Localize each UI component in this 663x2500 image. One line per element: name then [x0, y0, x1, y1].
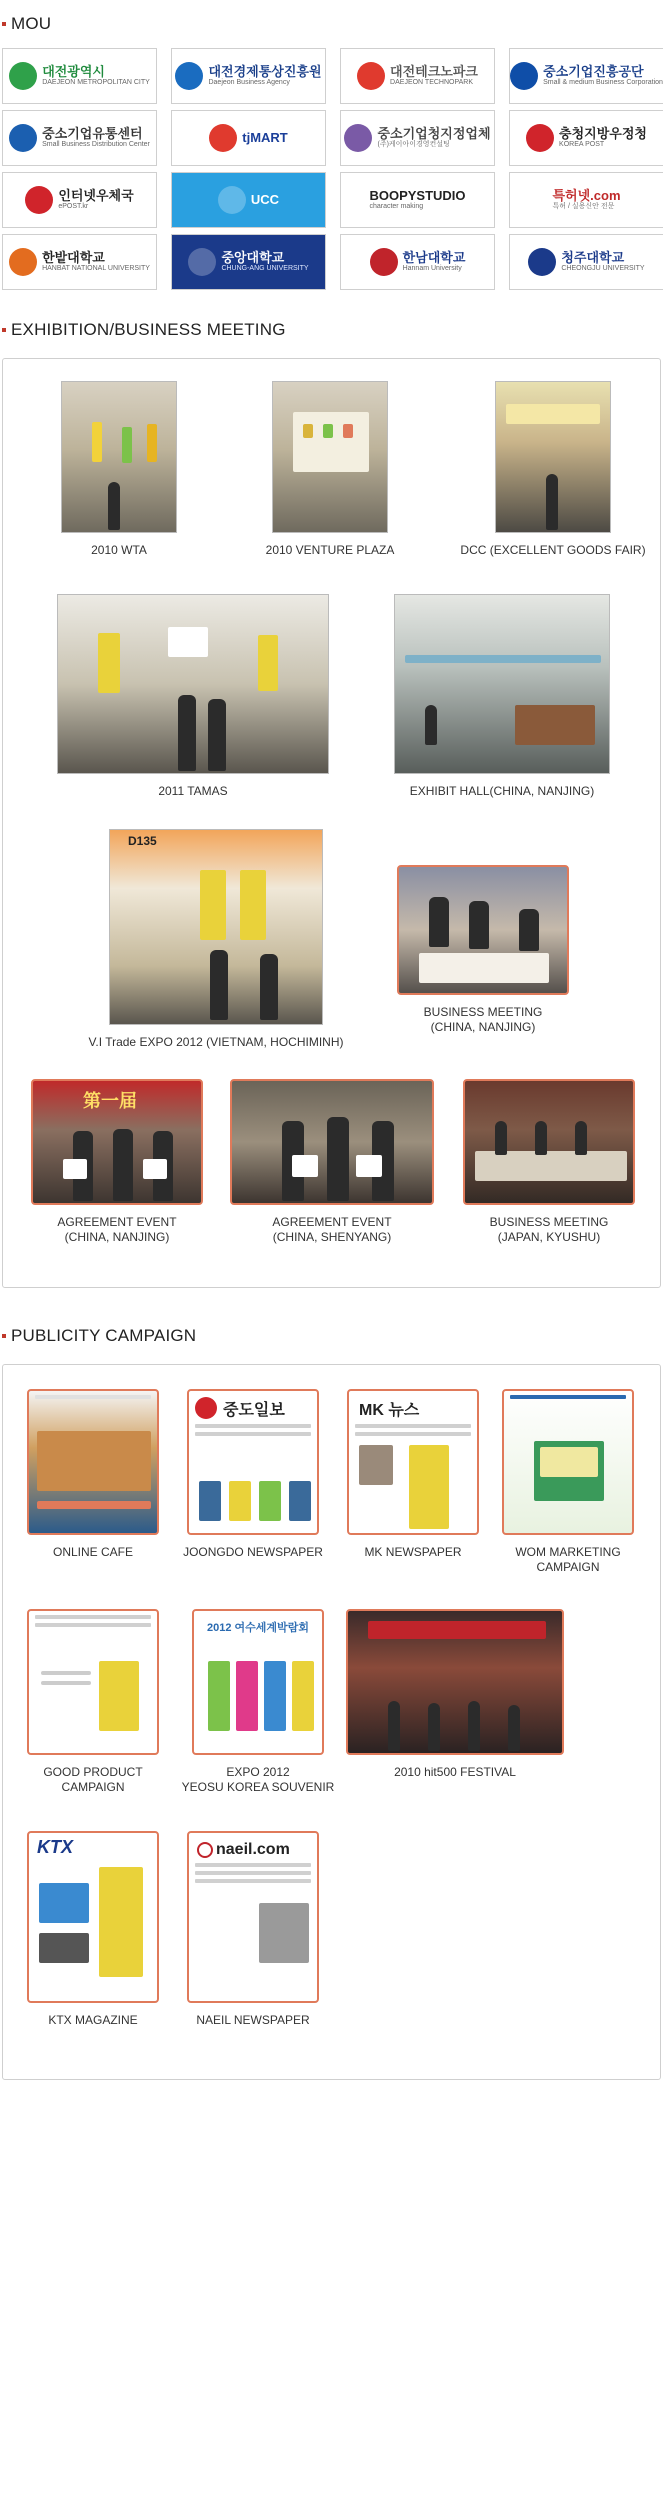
exhibition-item[interactable] — [79, 829, 353, 1050]
expo-masthead: 2012 여수세계박람회 — [207, 1622, 309, 1634]
korea-post-logo-icon — [526, 124, 554, 152]
mou-logo-6[interactable] — [340, 110, 495, 166]
mou-logo-2[interactable] — [340, 48, 495, 104]
publicity-panel — [2, 1364, 661, 2080]
publicity-title-text: PUBLICITY CAMPAIGN — [11, 1326, 197, 1345]
publicity-item[interactable] — [345, 1609, 565, 1780]
mou-logo-subtitle: 특허 / 실용신안 전문 — [552, 203, 615, 211]
mou-logo-subtitle: Small & medium Business Corporation — [543, 79, 663, 87]
publicity-photo — [27, 1389, 159, 1535]
event-banner-text: 第一届 — [83, 1091, 137, 1111]
mou-logo-name: 특허넷.com — [552, 187, 621, 203]
mou-logo-name: tjMART — [242, 129, 288, 145]
publicity-photo — [27, 1831, 159, 2003]
bullet-icon — [2, 1334, 6, 1338]
mou-logo-9[interactable] — [171, 172, 326, 228]
publicity-section-title — [0, 1326, 196, 1346]
mou-logo-subtitle: CHUNG-ANG UNIVERSITY — [221, 265, 309, 273]
mou-logo-name: 한밭대학교 — [42, 249, 105, 265]
mou-logo-0[interactable] — [2, 48, 157, 104]
mou-logo-10[interactable] — [340, 172, 495, 228]
daejeon-city-logo-icon — [9, 62, 37, 90]
exhibition-caption: 2010 VENTURE PLAZA — [265, 543, 395, 557]
sbdc-logo-icon — [9, 124, 37, 152]
mou-logo-name: 한남대학교 — [402, 249, 466, 265]
publicity-caption: WOM MARKETING CAMPAIGN — [515, 1545, 621, 1574]
exhibition-item[interactable] — [59, 381, 179, 558]
mou-logo-subtitle: Daejeon Business Agency — [208, 79, 290, 87]
exhibition-item[interactable] — [453, 381, 653, 558]
naeil-masthead — [189, 1833, 317, 1859]
mou-logo-7[interactable] — [509, 110, 663, 166]
mou-logo-name: UCC — [250, 191, 280, 207]
exhibition-photo — [31, 1079, 203, 1205]
exhibition-photo — [272, 381, 388, 533]
mou-logo-14[interactable] — [340, 234, 495, 290]
exhibition-item[interactable] — [229, 1079, 435, 1245]
publicity-caption: GOOD PRODUCT CAMPAIGN — [43, 1765, 143, 1794]
mou-section-title — [0, 14, 51, 34]
exhibition-photo — [463, 1079, 635, 1205]
exhibition-caption: AGREEMENT EVENT (CHINA, NANJING) — [57, 1215, 177, 1244]
ktx-masthead: KTX — [37, 1837, 73, 1857]
exhibition-caption: V.I Trade EXPO 2012 (VIETNAM, HOCHIMINH) — [88, 1035, 344, 1049]
mou-logo-subtitle: Small Business Distribution Center — [42, 141, 150, 149]
mou-logo-subtitle: character making — [369, 203, 424, 211]
mou-logo-15[interactable] — [509, 234, 663, 290]
publicity-item[interactable] — [173, 1831, 333, 2028]
exhibition-photo — [57, 594, 329, 774]
tjmart-logo-icon — [209, 124, 237, 152]
mou-logo-name: 대전경제통상진흥원 — [208, 63, 322, 79]
mou-logo-13[interactable] — [171, 234, 326, 290]
exhibition-panel — [2, 358, 661, 1288]
dba-logo-icon — [175, 62, 203, 90]
hannam-university-logo-icon — [370, 248, 398, 276]
mou-logo-name: 대전테크노파크 — [390, 63, 478, 79]
bullet-icon — [2, 328, 6, 332]
mou-logo-3[interactable] — [509, 48, 663, 104]
mou-logo-name: 중앙대학교 — [221, 249, 285, 265]
mou-logo-name: 중소기업유통센터 — [42, 125, 143, 141]
publicity-caption: 2010 hit500 FESTIVAL — [394, 1765, 516, 1779]
naeil-masthead-text: naeil.com — [216, 1841, 290, 1858]
publicity-item[interactable] — [483, 1389, 653, 1575]
chungang-university-logo-icon — [188, 248, 216, 276]
mou-logo-5[interactable] — [171, 110, 326, 166]
sbc-logo-icon — [510, 62, 538, 90]
exhibition-item[interactable] — [393, 865, 573, 1035]
naeil-logo-icon — [197, 1842, 213, 1858]
mou-logo-name: 인터넷우체국 — [58, 187, 134, 203]
ucc-logo-icon — [218, 186, 246, 214]
publicity-caption: NAEIL NEWSPAPER — [196, 2013, 310, 2027]
exhibition-caption: BUSINESS MEETING (JAPAN, KYUSHU) — [489, 1215, 609, 1244]
mou-logo-subtitle: (주)케이아이경영컨설팅 — [377, 141, 450, 149]
publicity-item[interactable] — [173, 1609, 343, 1795]
exhibition-item[interactable] — [391, 594, 613, 799]
publicity-photo — [192, 1609, 324, 1755]
mou-logo-4[interactable] — [2, 110, 157, 166]
exhibition-item[interactable] — [29, 1079, 205, 1245]
joongdo-logo-icon — [195, 1397, 217, 1419]
publicity-item[interactable] — [13, 1609, 173, 1795]
newspaper-masthead: 중도일보 — [223, 1402, 285, 1419]
exhibition-caption: AGREEMENT EVENT (CHINA, SHENYANG) — [272, 1215, 392, 1244]
exhibition-section-title — [0, 320, 286, 340]
exhibition-photo — [394, 594, 610, 774]
mou-logo-name: BOOPYSTUDIO — [369, 187, 466, 203]
newspaper-masthead: MK 뉴스 — [359, 1402, 420, 1419]
exhibition-caption: EXHIBIT HALL(CHINA, NANJING) — [409, 784, 595, 798]
exhibition-item[interactable] — [57, 594, 329, 799]
publicity-item[interactable] — [13, 1389, 173, 1560]
mou-logo-12[interactable] — [2, 234, 157, 290]
publicity-caption: JOONGDO NEWSPAPER — [183, 1545, 323, 1559]
bullet-icon — [2, 22, 6, 26]
publicity-photo — [187, 1389, 319, 1535]
exhibition-photo — [495, 381, 611, 533]
exhibition-caption: 2011 TAMAS — [158, 784, 228, 798]
mou-logo-8[interactable] — [2, 172, 157, 228]
publicity-item[interactable] — [173, 1389, 333, 1560]
mou-logo-name: 청주대학교 — [561, 249, 625, 265]
mou-logo-subtitle: DAEJEON TECHNOPARK — [390, 79, 474, 87]
mou-logo-name: 중소기업청지정업체 — [377, 125, 491, 141]
publicity-caption: EXPO 2012 YEOSU KOREA SOUVENIR — [181, 1765, 335, 1794]
publicity-photo — [502, 1389, 634, 1535]
exhibition-caption: BUSINESS MEETING (CHINA, NANJING) — [423, 1005, 543, 1034]
publicity-item[interactable] — [333, 1389, 493, 1560]
mou-logo-subtitle: CHEONGJU UNIVERSITY — [561, 265, 645, 273]
cheongju-university-logo-icon — [528, 248, 556, 276]
mou-logo-11[interactable] — [509, 172, 663, 228]
mou-logo-subtitle: Hannam University — [402, 265, 462, 273]
mou-logo-subtitle: ePOST.kr — [58, 203, 89, 211]
hanbat-university-logo-icon — [9, 248, 37, 276]
exhibition-item[interactable] — [461, 1079, 637, 1245]
exhibition-item[interactable] — [255, 381, 405, 558]
publicity-caption: MK NEWSPAPER — [364, 1545, 462, 1559]
publicity-photo — [346, 1609, 564, 1755]
mou-logo-subtitle: KOREA POST — [559, 141, 605, 149]
publicity-caption: KTX MAGAZINE — [48, 2013, 138, 2027]
exhibition-photo — [61, 381, 177, 533]
exhibition-caption: DCC (EXCELLENT GOODS FAIR) — [460, 543, 646, 557]
publicity-photo — [187, 1831, 319, 2003]
exhibition-caption: 2010 WTA — [91, 543, 147, 557]
epost-logo-icon — [25, 186, 53, 214]
publicity-item[interactable] — [13, 1831, 173, 2028]
ki-consulting-logo-icon — [344, 124, 372, 152]
mou-logo-1[interactable] — [171, 48, 326, 104]
publicity-photo — [347, 1389, 479, 1535]
exhibition-photo — [109, 829, 323, 1025]
exhibition-title-text: EXHIBITION/BUSINESS MEETING — [11, 320, 286, 339]
mou-logo-name: 중소기업진흥공단 — [543, 63, 644, 79]
mou-title-text: MOU — [11, 14, 52, 33]
mou-logo-name: 충청지방우정청 — [559, 125, 647, 141]
publicity-caption: ONLINE CAFE — [52, 1545, 133, 1559]
publicity-photo — [27, 1609, 159, 1755]
exhibition-photo — [230, 1079, 434, 1205]
mou-logo-subtitle: DAEJEON METROPOLITAN CITY — [42, 79, 150, 87]
mou-logo-subtitle: HANBAT NATIONAL UNIVERSITY — [42, 265, 150, 273]
exhibition-photo — [397, 865, 569, 995]
booth-sign: D135 — [128, 834, 157, 848]
technopark-logo-icon — [357, 62, 385, 90]
mou-logo-name: 대전광역시 — [42, 63, 105, 79]
